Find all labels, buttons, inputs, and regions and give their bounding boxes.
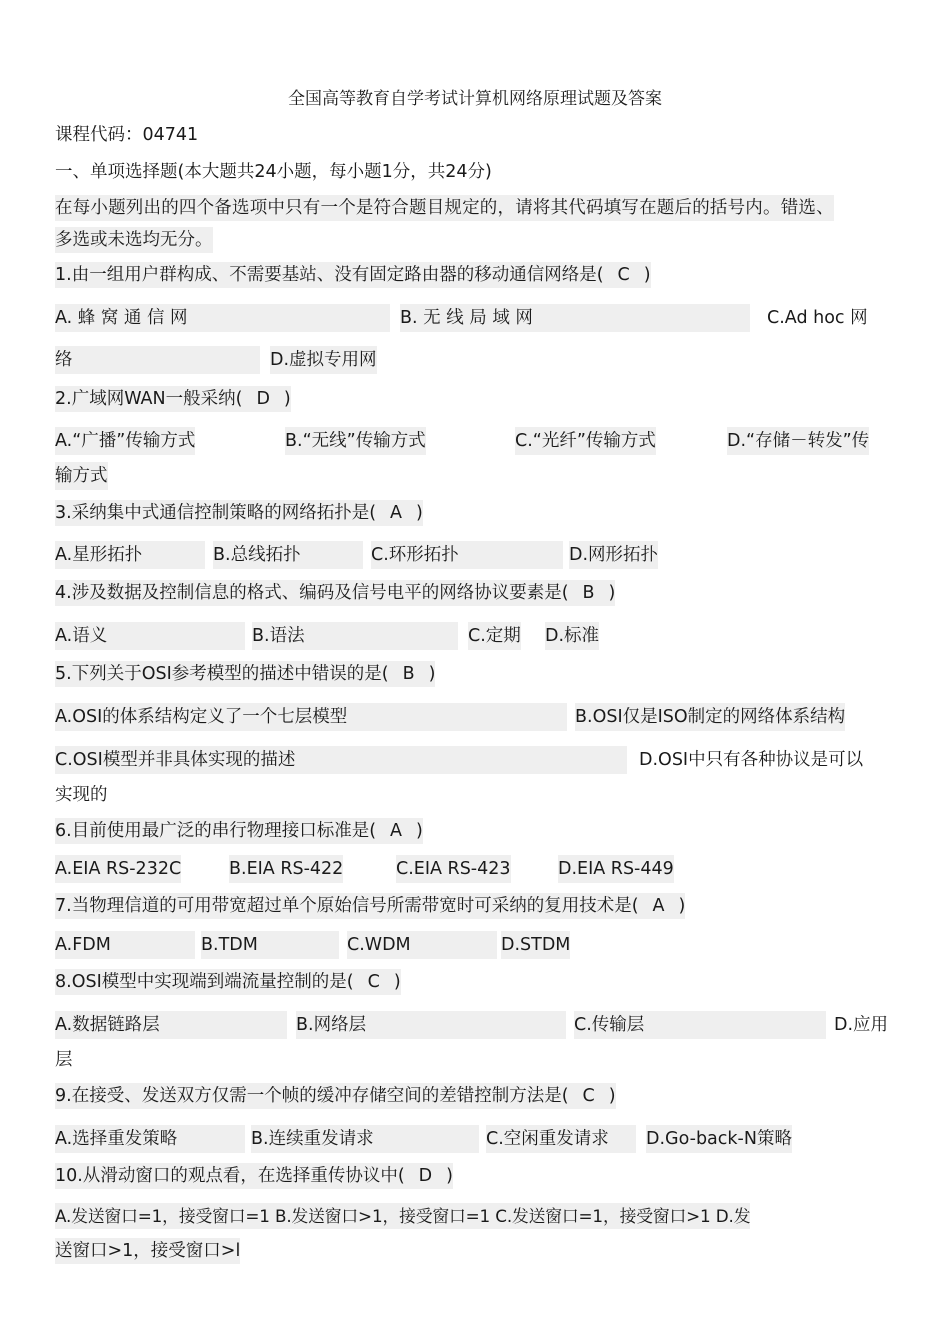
option: C.环形拓扑 (371, 541, 563, 569)
options-row (55, 541, 898, 569)
option: A.EIA RS-232C (55, 855, 181, 883)
option: A.语义 (55, 622, 245, 650)
option: B.连续重发请求 (251, 1125, 479, 1153)
options-row (55, 427, 898, 455)
question-stem: 8.OSI模型中实现端到端流量控制的是( C ) (55, 969, 401, 995)
options-row (55, 1011, 898, 1039)
question-stem: 5.下列关于OSI参考模型的描述中错误的是( B ) (55, 661, 435, 687)
options-row (55, 346, 898, 374)
option: C.EIA RS-423 (396, 855, 511, 883)
question-stem: 3.采纳集中式通信控制策略的网络拓扑是( A ) (55, 500, 423, 526)
option: D.STDM (501, 931, 570, 959)
options-row (55, 855, 898, 883)
option: B.TDM (201, 931, 339, 959)
document-title: 全国高等教育自学考试计算机网络原理试题及答案 (288, 89, 662, 109)
options-row (55, 304, 898, 332)
option: D.网形拓扑 (569, 541, 658, 569)
option: 络 (55, 346, 260, 374)
option: B.网络层 (296, 1011, 566, 1039)
answer-letter: C (367, 972, 380, 992)
answer-letter: B (402, 664, 415, 684)
option-line: 送窗口>1，接受窗口>l (55, 1238, 240, 1264)
option: D.Go-back-N策略 (646, 1125, 792, 1153)
question-stem: 1.由一组用户群构成、不需要基站、没有固定路由器的移动通信网络是( C ) (55, 262, 651, 288)
option: C.OSI模型并非具体实现的描述 (55, 746, 627, 774)
option: A.OSI的体系结构定义了一个七层模型 (55, 703, 567, 731)
question-stem: 9.在接受、发送双方仅需一个帧的缓冲存储空间的差错控制方法是( C ) (55, 1083, 616, 1109)
options-row (55, 462, 898, 490)
question-stem: 7.当物理信道的可用带宽超过单个原始信号所需带宽时可采纳的复用技术是( A ) (55, 893, 685, 919)
answer-letter: D (418, 1166, 433, 1186)
instruction-line: 多选或未选均无分。 (55, 227, 213, 253)
options-row (55, 931, 898, 959)
option: B.OSI仅是ISO制定的网络体系结构 (575, 703, 845, 731)
option: B.“无线”传输方式 (285, 427, 426, 455)
options-row (55, 746, 898, 774)
options-row (55, 1046, 898, 1074)
option: B.语法 (252, 622, 458, 650)
option: C.传输层 (574, 1011, 826, 1039)
option: 实现的 (55, 785, 108, 805)
option: D.标准 (545, 622, 599, 650)
options-row (55, 1125, 898, 1153)
option: 层 (55, 1050, 73, 1070)
question-stem: 6.目前使用最广泛的串行物理接口标准是( A ) (55, 818, 423, 844)
option: A.“广播”传输方式 (55, 427, 195, 455)
option: B. 无 线 局 域 网 (400, 304, 750, 332)
options-row (55, 781, 898, 809)
question-stem: 4.涉及数据及控制信息的格式、编码及信号电平的网络协议要素是( B ) (55, 580, 615, 606)
options-row (55, 622, 898, 650)
option: C.“光纤”传输方式 (515, 427, 656, 455)
option-line: A.发送窗口=1，接受窗口=1 B.发送窗口>1，接受窗口=1 C.发送窗口=1，接受窗口>1 D.发 (55, 1203, 750, 1229)
option: B.EIA RS-422 (229, 855, 343, 883)
option: C.空闲重发请求 (486, 1125, 636, 1153)
answer-letter: C (617, 265, 630, 285)
option: A.星形拓扑 (55, 541, 205, 569)
option: D.虚拟专用网 (270, 346, 377, 374)
instruction-line: 在每小题列出的四个备选项中只有一个是符合题目规定的，请将其代码填写在题后的括号内。错选、 (55, 195, 834, 221)
answer-letter: D (256, 389, 270, 409)
option: 输方式 (55, 462, 108, 490)
option: A.数据链路层 (55, 1011, 287, 1039)
course-code: 课程代码：04741 (55, 125, 199, 145)
option: C.WDM (347, 931, 497, 959)
answer-letter: A (390, 503, 403, 523)
question-stem: 10.从滑动窗口的观点看，在选择重传协议中( D ) (55, 1163, 453, 1189)
option: B.总线拓扑 (213, 541, 363, 569)
options-row (55, 703, 898, 731)
section-heading: 一、单项选择题(本大题共24小题，每小题1分，共24分) (55, 162, 492, 182)
option: D.OSI中只有各种协议是可以 (639, 750, 864, 770)
option: A. 蜂 窝 通 信 网 (55, 304, 390, 332)
question-stem: 2.广域网WAN一般采纳( D ) (55, 386, 291, 412)
option: A.选择重发策略 (55, 1125, 245, 1153)
answer-letter: A (390, 821, 403, 841)
option: C.定期 (468, 622, 521, 650)
answer-letter: B (582, 583, 595, 603)
answer-letter: C (582, 1086, 595, 1106)
option: C.Ad hoc 网 (767, 308, 868, 328)
option: D.EIA RS-449 (558, 855, 674, 883)
option: D.应用 (834, 1015, 889, 1035)
answer-letter: A (652, 896, 665, 916)
option: A.FDM (55, 931, 195, 959)
option: D.“存储－转发”传 (727, 427, 869, 455)
